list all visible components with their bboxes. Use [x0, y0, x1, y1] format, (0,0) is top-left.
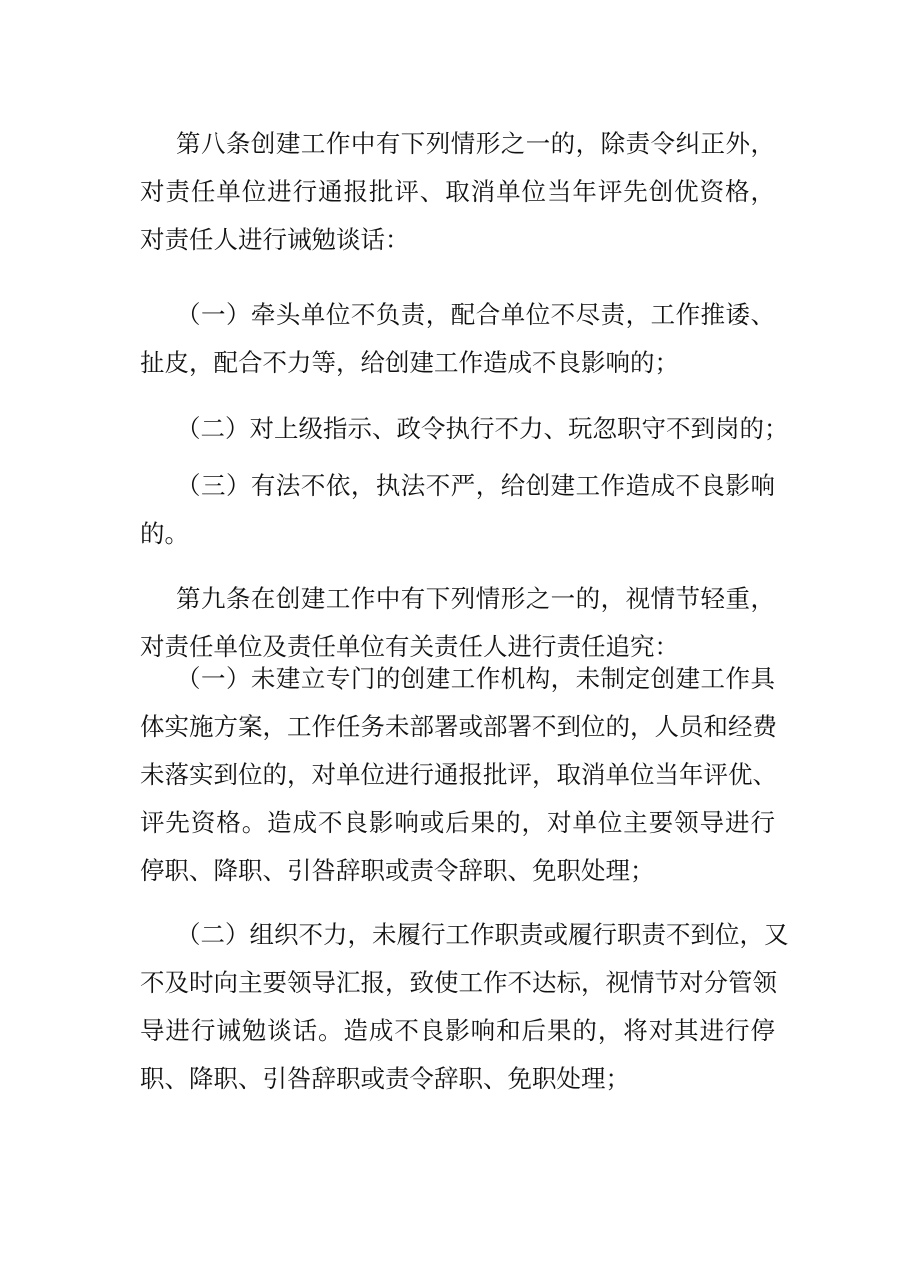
- article-9-item-1-line-1: （一）未建立专门的创建工作机构，未制定创建工作具: [176, 664, 775, 693]
- article-9-line-1: 第九条在创建工作中有下列情形之一的，视情节轻重，: [176, 584, 775, 613]
- article-9-item-2-line-2: 不及时向主要领导汇报，致使工作不达标，视情节对分管领: [140, 968, 777, 997]
- article-8-item-1-line-1: （一）牵头单位不负责，配合单位不尽责，工作推诿、: [176, 300, 775, 329]
- article-9-item-1-line-2: 体实施方案，工作任务未部署或部署不到位的，人员和经费: [140, 712, 777, 741]
- article-9-item-2-line-3: 导进行诫勉谈话。造成不良影响和后果的，将对其进行停: [140, 1016, 775, 1045]
- article-8-line-2: 对责任单位进行通报批评、取消单位当年评先创优资格，: [140, 177, 775, 206]
- article-8-line-1: 第八条创建工作中有下列情形之一的，除责令纠正外，: [176, 129, 775, 158]
- article-8-item-2: [140, 405, 789, 453]
- article-8-item-2-line-1: （二）对上级指示、政令执行不力、玩忽职守不到岗的；: [176, 414, 789, 443]
- article-8-item-3: [140, 462, 775, 558]
- article-9-line-2: 对责任单位及责任单位有关责任人进行责任追究：: [140, 632, 679, 661]
- article-8-item-3-line-1: （三）有法不依，执法不严，给创建工作造成不良影响: [176, 471, 775, 500]
- article-8-paragraph: [140, 120, 775, 264]
- article-8-item-3-line-2: 的。: [140, 519, 189, 548]
- article-9-item-1-line-5: 停职、降职、引咎辞职或责令辞职、免职处理；: [140, 856, 655, 885]
- article-8-line-3: 对责任人进行诫勉谈话：: [140, 225, 410, 254]
- article-9-item-1: [140, 655, 775, 895]
- article-9-item-2-line-1: （二）组织不力，未履行工作职责或履行职责不到位，又: [176, 920, 789, 949]
- article-9-item-2: [140, 911, 789, 1103]
- article-8-item-1-line-2: 扯皮，配合不力等，给创建工作造成不良影响的；: [140, 348, 679, 377]
- article-9-item-2-line-4: 职、降职、引咎辞职或责令辞职、免职处理；: [140, 1064, 630, 1093]
- article-8-item-1: [140, 291, 775, 387]
- article-9-item-1-line-3: 未落实到位的，对单位进行通报批评，取消单位当年评优、: [140, 760, 777, 789]
- article-9-item-1-line-4: 评先资格。造成不良影响或后果的，对单位主要领导进行: [140, 808, 775, 837]
